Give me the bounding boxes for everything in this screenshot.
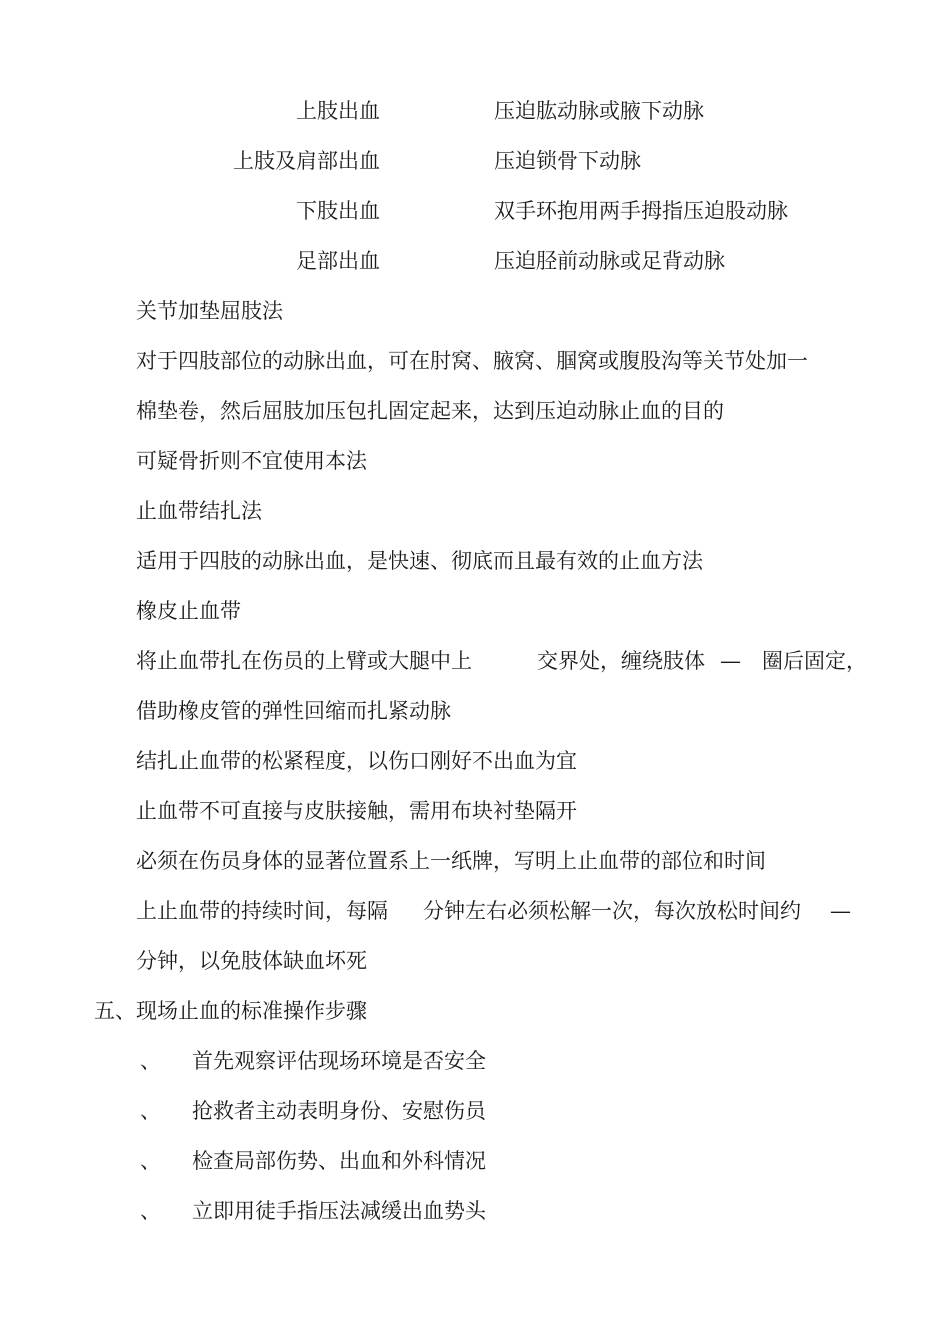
paragraph: 关节加垫屈肢法 [136,299,283,323]
table-method: 压迫肱动脉或腋下动脉 [494,99,704,123]
paragraph: 必须在伤员身体的显著位置系上一纸牌，写明上止血带的部位和时间 [136,849,766,873]
dash-mark: — [720,649,741,673]
paragraph: 橡皮止血带 [136,599,241,623]
paragraph-segment: 上止血带的持续时间，每隔 [136,899,388,923]
paragraph-segment: 分钟左右必须松解一次，每次放松时间约 [423,899,801,923]
paragraph: 对于四肢部位的动脉出血，可在肘窝、腋窝、腘窝或腹股沟等关节处加一 [136,349,808,373]
step-mark: 、 [140,1049,161,1073]
table-method: 压迫胫前动脉或足背动脉 [494,249,725,273]
paragraph-segment: 将止血带扎在伤员的上臂或大腿中上 [136,649,472,673]
table-site: 上肢出血 [296,99,380,123]
step-text: 检查局部伤势、出血和外科情况 [192,1149,486,1173]
step-mark: 、 [140,1099,161,1123]
table-method: 双手环抱用两手拇指压迫股动脉 [494,199,788,223]
table-site: 上肢及肩部出血 [233,149,380,173]
table-method: 压迫锁骨下动脉 [494,149,641,173]
paragraph: 分钟，以免肢体缺血坏死 [136,949,367,973]
step-text: 首先观察评估现场环境是否安全 [192,1049,486,1073]
paragraph: 结扎止血带的松紧程度，以伤口刚好不出血为宜 [136,749,577,773]
step-mark: 、 [140,1199,161,1223]
paragraph: 棉垫卷，然后屈肢加压包扎固定起来，达到压迫动脉止血的目的 [136,399,724,423]
paragraph: 止血带结扎法 [136,499,262,523]
dash-mark: — [830,899,851,923]
paragraph-segment: 交界处，缠绕肢体 [537,649,705,673]
paragraph: 借助橡皮管的弹性回缩而扎紧动脉 [136,699,451,723]
paragraph: 可疑骨折则不宜使用本法 [136,449,367,473]
table-site: 足部出血 [296,249,380,273]
section-heading: 五、现场止血的标准操作步骤 [94,999,367,1023]
paragraph: 止血带不可直接与皮肤接触，需用布块衬垫隔开 [136,799,577,823]
step-text: 立即用徒手指压法减缓出血势头 [192,1199,486,1223]
step-text: 抢救者主动表明身份、安慰伤员 [192,1099,486,1123]
step-mark: 、 [140,1149,161,1173]
paragraph-segment: 圈后固定， [762,649,867,673]
table-site: 下肢出血 [296,199,380,223]
paragraph: 适用于四肢的动脉出血，是快速、彻底而且最有效的止血方法 [136,549,703,573]
